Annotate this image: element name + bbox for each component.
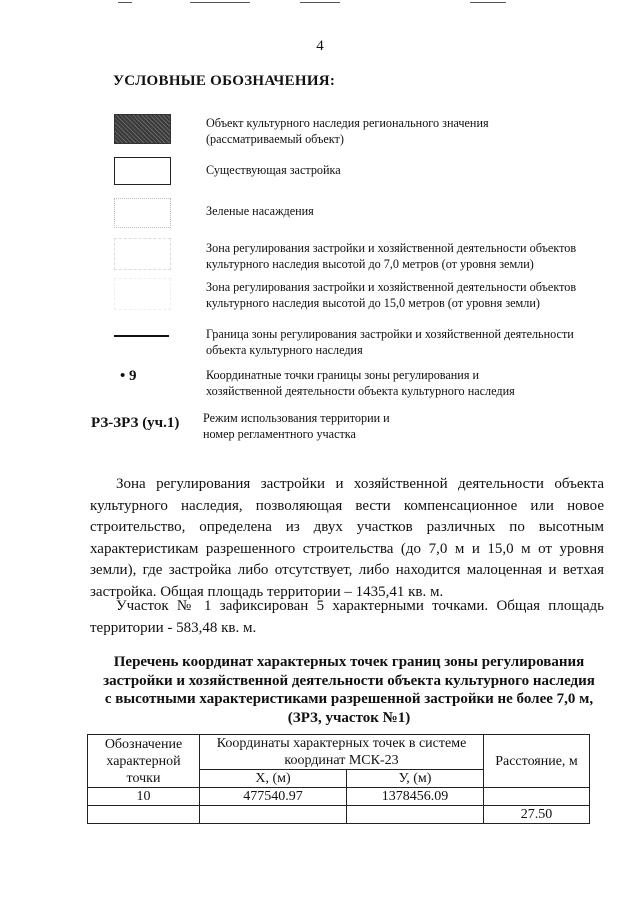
cell-y: 1378456.09 bbox=[347, 788, 484, 806]
table-title: Перечень координат характерных точек границ зоны регулирования застройки и хозяйственной деятельности объекта культурного наследия с высотными характеристиками разрешенной застройки не более 7,0 м, (ЗРЗ, участок №1) bbox=[103, 654, 595, 726]
table-row bbox=[88, 788, 590, 806]
legend-text: Зона регулирования застройки и хозяйственной деятельности объектов культурного наследия высотой до 7,0 метров (от уровня земли) bbox=[206, 241, 577, 271]
cell-distance: 27.50 bbox=[484, 806, 590, 824]
scan-top-marks bbox=[0, 0, 640, 6]
cell-point bbox=[88, 806, 200, 824]
zone-15m-symbol bbox=[114, 278, 171, 310]
regime-code-symbol: РЗ-ЗРЗ (уч.1) bbox=[91, 415, 180, 431]
table-row bbox=[88, 806, 590, 824]
header-coordinates: Координаты характерных точек в системе координат МСК-23 bbox=[200, 735, 484, 770]
legend-text: Существующая застройка bbox=[206, 163, 341, 177]
legend-text: Объект культурного наследия регионального значения (рассматриваемый объект) bbox=[206, 116, 489, 146]
cell-point: 10 bbox=[88, 788, 200, 806]
cell-distance bbox=[484, 788, 590, 806]
legend-text: Зеленые насаждения bbox=[206, 204, 314, 218]
zone-7m-symbol bbox=[114, 238, 171, 270]
header-point-designation: Обозначение характерной точки bbox=[88, 735, 200, 788]
header-y: У, (м) bbox=[347, 770, 484, 788]
cell-x bbox=[200, 806, 347, 824]
header-distance: Расстояние, м bbox=[484, 735, 590, 788]
legend-title: УСЛОВНЫЕ ОБОЗНАЧЕНИЯ: bbox=[113, 73, 336, 89]
legend-text: Зона регулирования застройки и хозяйственной деятельности объектов культурного наследия высотой до 15,0 метров (от уровня земли) bbox=[206, 280, 577, 310]
coordinates-table bbox=[87, 734, 590, 824]
zone-description-paragraph: Зона регулирования застройки и хозяйственной деятельности объекта культурного наследия, позволяющая вести компенсационное или новое строительство, определена из двух участков различных по высотным характеристикам разрешенного строительства (до 7,0 м и 15,0 м от уровня земли), где застройка либо отсутствует, либо находится малоценная и ветхая застройка. Общая площадь территории – 1435,41 кв. м. bbox=[90, 476, 604, 600]
legend-text: Режим использования территории и номер регламентного участка bbox=[203, 411, 390, 441]
cultural-heritage-symbol bbox=[114, 114, 171, 144]
plot-description-paragraph: Участок № 1 зафиксирован 5 характерными точками. Общая площадь территории - 583,48 кв. м. bbox=[90, 598, 604, 636]
coordinate-point-symbol: • 9 bbox=[120, 368, 137, 384]
header-x: X, (м) bbox=[200, 770, 347, 788]
table-header-row bbox=[88, 735, 590, 770]
page-number: 4 bbox=[316, 38, 324, 54]
zone-boundary-symbol bbox=[114, 335, 169, 337]
cell-x: 477540.97 bbox=[200, 788, 347, 806]
existing-buildings-symbol bbox=[114, 157, 171, 185]
cell-y bbox=[347, 806, 484, 824]
legend-text: Координатные точки границы зоны регулирования и хозяйственной деятельности объекта культурного наследия bbox=[206, 368, 515, 398]
legend-text: Граница зоны регулирования застройки и хозяйственной деятельности объекта культурного наследия bbox=[206, 327, 574, 357]
green-spaces-symbol bbox=[114, 198, 171, 228]
